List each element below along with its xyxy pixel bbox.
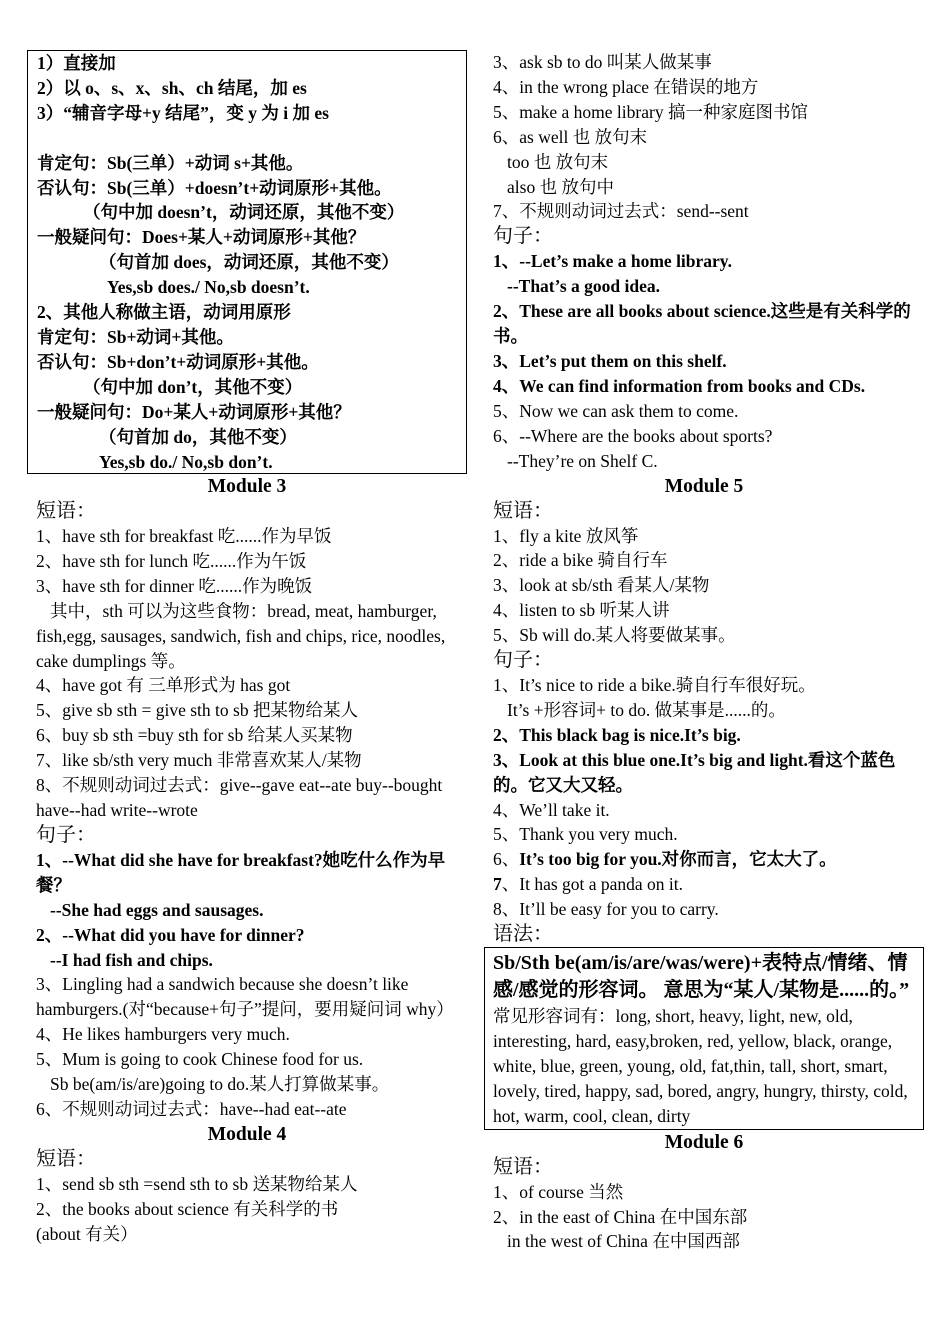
text-line: 2、the books about science 有关科学的书 [36,1198,339,1219]
verb-rules-box [27,50,467,474]
module-5-sentences-label: 句子： [493,649,553,672]
text-line: 4、We can find information from books and CDs. [493,375,866,396]
module-4-sentences-label: 句子： [493,225,553,248]
module-4-phrases-cont [484,50,924,224]
text-line: also 也 放句中 [507,176,614,197]
text-line: 4、listen to sb 听某人讲 [493,600,670,621]
text-line: 一般疑问句：Do+某人+动词原形+其他？ [37,401,351,422]
text-line: 2、have sth for lunch 吃......作为午饭 [36,550,307,571]
text-line: 3、have sth for dinner 吃......作为晚饭 [36,575,313,596]
right-column [484,50,924,1254]
module-5-sentences [484,673,924,922]
text-line: 2、--What did you have for dinner? [36,924,305,945]
text-line [493,847,924,872]
text-line: 2、其他人称做主语，动词用原形 [37,302,291,323]
module-6 [484,1130,924,1255]
text-line [493,872,924,897]
module-3-phrases-label: 短语： [36,500,96,522]
text-line: 6、as well 也 放句末 [493,126,648,147]
text-line: 2、This black bag is nice.It’s big. [493,724,741,745]
item-text: 、It has got a panda on it. [501,874,684,895]
text-line: 2、in the east of China 在中国东部 [493,1206,748,1227]
text-line: 2、These are all books about science.这些是有关科学的书。 [493,301,911,347]
item-text: It’s too big for you.对你而言，它太大了。 [519,849,837,870]
item-number: 6、 [493,849,520,870]
module-3 [27,474,467,1122]
module-5-grammar-label: 语法： [493,923,553,946]
module-3-sentences-label: 句子： [36,823,96,846]
module-4 [27,1122,467,1247]
grammar-adjectives: 常见形容词有：long, short, heavy, light, new, old, interesting, hard, easy,broken, red, yellow, black, orange, white, blue, green, young, old, fat,thin, tall, short, smart, lovely, tired, happy, sad, bored, angry, hungry, thirsty, cold, hot, warm, cool, clean, dirty [493,1006,908,1126]
text-line: 5、Thank you very much. [493,824,678,845]
grammar-box [484,947,924,1130]
text-line: 7、like sb/sth very much 非常喜欢某人/某物 [36,750,362,771]
module-3-sentences [27,848,467,1122]
text-line: (about 有关） [36,1223,138,1244]
text-line: --They’re on Shelf C. [507,450,658,471]
text-line: 5、give sb sth = give sth to sb 把某物给某人 [36,700,358,721]
text-line: 4、in the wrong place 在错误的地方 [493,76,759,97]
text-line: （句中加 doesn’t，动词还原，其他不变） [83,202,405,223]
grammar-rule: Sb/Sth be(am/is/are/was/were)+表特点/情绪、情感/感觉的形容词。 意思为“某人/某物是......的。” [493,952,910,1002]
module-4-sentences [484,249,924,473]
verb-rules-lines [37,51,457,474]
module-4-phrases-label: 短语： [36,1147,96,1170]
text-line: Sb be(am/is/are)going to do.某人打算做某事。 [50,1074,390,1095]
module-6-phrases-label: 短语： [493,1155,553,1178]
module-6-title: Module 6 [664,1131,744,1153]
module-6-phrases [484,1180,924,1255]
module-5-phrases [484,524,924,649]
text-line: Yes,sb does./ No,sb doesn’t. [107,277,310,298]
module-5 [484,474,924,1130]
text-line: 肯定句：Sb+动词+其他。 [37,326,234,347]
text-line: 2）以 o、s、x、sh、ch 结尾，加 es [37,77,307,98]
text-line: 5、Now we can ask them to come. [493,400,739,421]
module-4-phrases [27,1172,467,1247]
text-line: 3、look at sb/sth 看某人/某物 [493,575,710,596]
text-line: 否认句：Sb(三单）+doesn’t+动词原形+其他。 [37,177,392,198]
text-line: 4、We’ll take it. [493,799,610,820]
text-line: 6、buy sb sth =buy sth for sb 给某人买某物 [36,725,353,746]
text-line: 1、--What did she have for breakfast?她吃什么作为早餐？ [36,849,446,895]
text-line: 1）直接加 [37,53,116,73]
text-line: 肯定句：Sb(三单）+动词 s+其他。 [37,152,304,173]
module-4-title: Module 4 [207,1123,287,1145]
text-line: 其中，sth 可以为这些食物：bread, meat, hamburger, fish,egg, sausages, sandwich, fish and chips, rice, noodles, cake dumplings 等。 [36,600,446,671]
text-line: 5、Mum is going to cook Chinese food for us. [36,1049,364,1070]
text-line: --She had eggs and sausages. [50,899,264,920]
module-3-phrases [27,524,467,823]
text-line: 2、ride a bike 骑自行车 [493,550,668,571]
text-line: 1、fly a kite 放风筝 [493,525,639,546]
text-line: 8、不规则动词过去式：give--gave eat--ate buy--bought have--had write--wrote [36,775,443,820]
text-line: （句首加 do，其他不变） [99,426,297,447]
text-line: 一般疑问句：Does+某人+动词原形+其他？ [37,227,366,248]
text-line: --I had fish and chips. [50,949,213,970]
text-line: 3、Lingling had a sandwich because she doesn’t like hamburgers.(对“because+句子”提问，要用疑问词 why） [36,974,454,1020]
text-line: 5、Sb will do.某人将要做某事。 [493,625,736,646]
text-line: 3、Let’s put them on this shelf. [493,350,727,371]
text-line: 1、have sth for breakfast 吃......作为早饭 [36,526,332,546]
text-line: 4、He likes hamburgers very much. [36,1024,290,1045]
text-line: in the west of China 在中国西部 [507,1231,740,1252]
text-line: （句中加 don’t，其他不变） [83,376,303,397]
text-line: Yes,sb do./ No,sb don’t. [99,451,273,472]
text-line: 3）“辅音字母+y 结尾”，变 y 为 i 加 es [37,102,329,123]
text-line: 5、make a home library 搞一种家庭图书馆 [493,101,808,122]
text-line: --That’s a good idea. [507,276,660,297]
text-line: 7、不规则动词过去式：send--sent [493,201,749,222]
text-line: 1、--Let’s make a home library. [493,251,732,272]
text-line: 3、ask sb to do 叫某人做某事 [493,52,712,72]
left-column [27,50,467,1247]
text-line: too 也 放句末 [507,151,609,172]
text-line: 6、不规则动词过去式：have--had eat--ate [36,1098,347,1119]
module-5-title: Module 5 [664,475,744,497]
text-line: 1、send sb sth =send sth to sb 送某物给某人 [36,1173,358,1194]
text-line: 3、Look at this blue one.It’s big and light.看这个蓝色的。它又大又轻。 [493,749,896,795]
text-line: 1、It’s nice to ride a bike.骑自行车很好玩。 [493,675,816,696]
item-number: 7 [493,874,502,895]
text-line: 1、of course 当然 [493,1181,624,1202]
text-line: 4、have got 有 三单形式为 has got [36,675,291,696]
text-line: It’s +形容词+ to do. 做某事是......的。 [507,699,786,720]
text-line: （句首加 does，动词还原，其他不变） [99,252,399,273]
text-line [37,126,457,151]
text-line: 8、It’ll be easy for you to carry. [493,899,719,920]
module-5-phrases-label: 短语： [493,499,553,522]
module-3-title: Module 3 [207,476,287,497]
text-line: 否认句：Sb+don’t+动词原形+其他。 [37,351,319,372]
text-line: 6、--Where are the books about sports? [493,425,773,446]
